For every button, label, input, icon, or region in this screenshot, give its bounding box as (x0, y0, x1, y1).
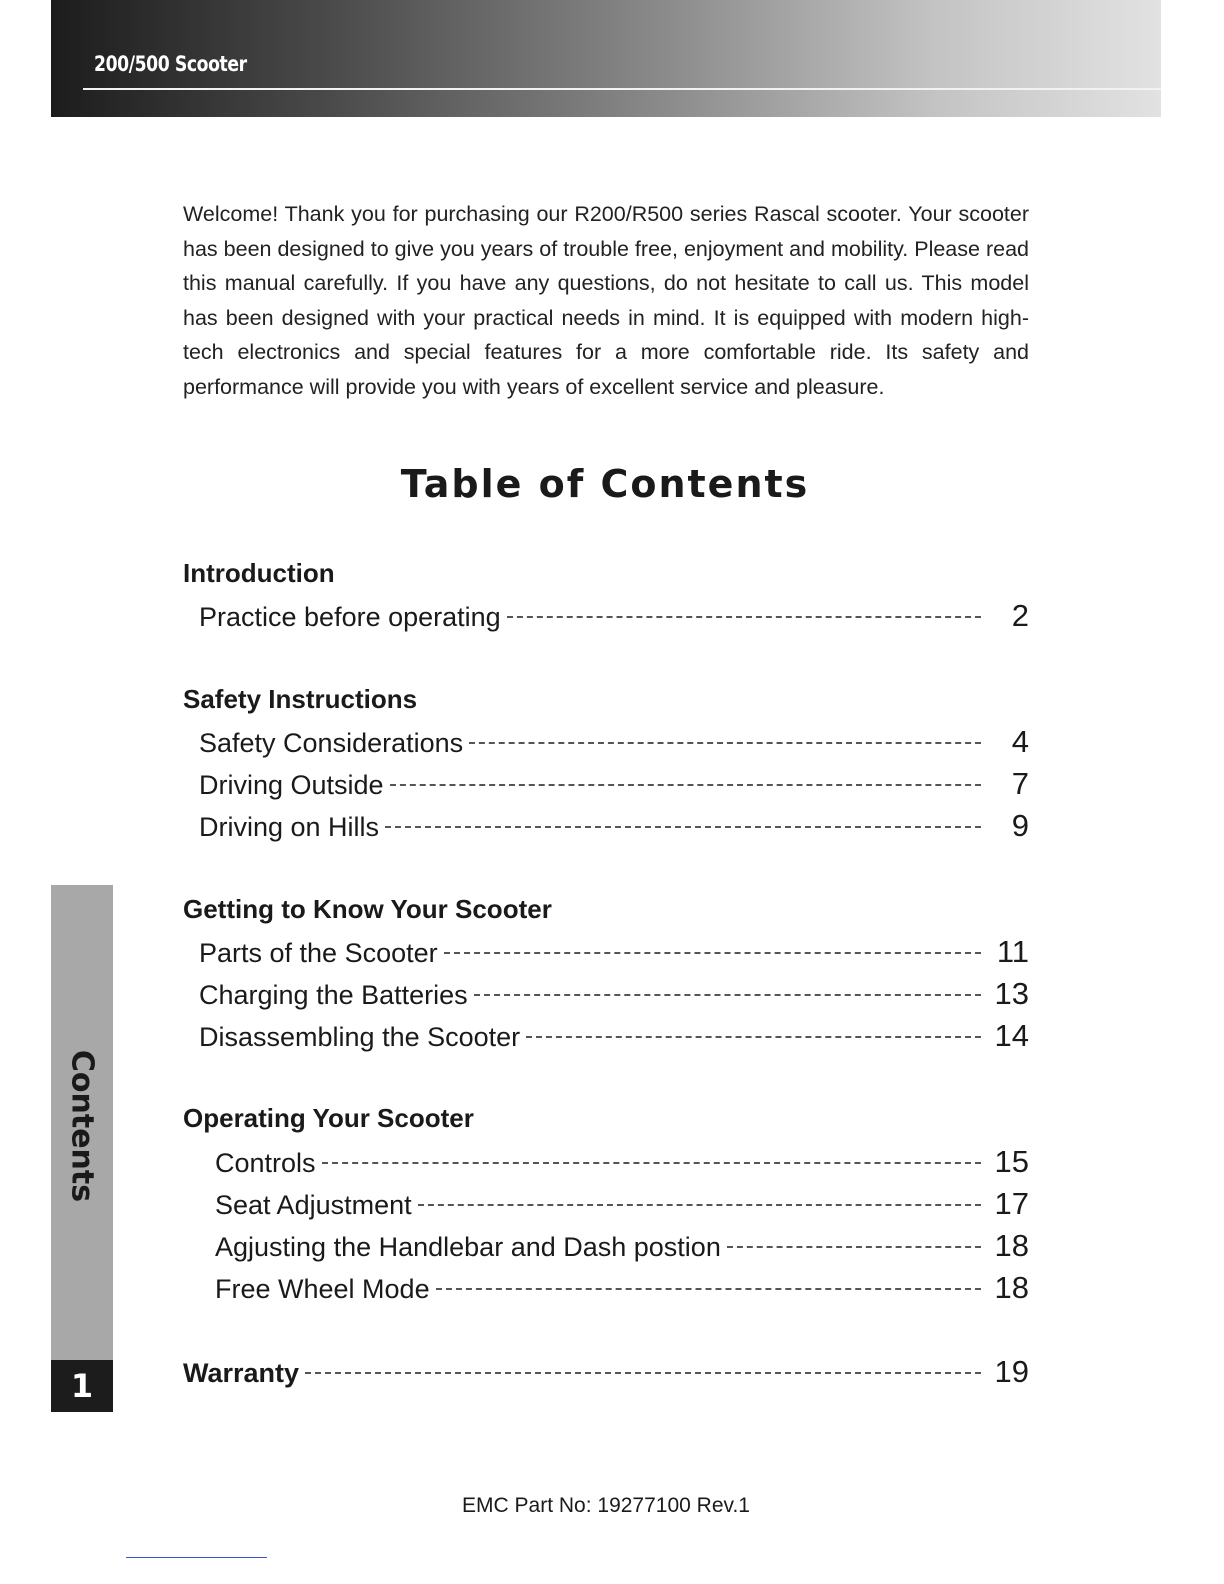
toc-entry-page: 15 (994, 1144, 1029, 1179)
toc-leader-dots (418, 1204, 981, 1206)
toc-entry-page: 9 (1011, 808, 1029, 843)
toc-entry-page: 11 (996, 934, 1029, 969)
toc-entry-page: 18 (994, 1270, 1029, 1305)
toc-entry-label: Safety Considerations (199, 728, 464, 758)
toc-section-heading: Safety Instructions (183, 684, 418, 714)
toc-entry[interactable] (199, 598, 1029, 634)
toc-entry-page: 17 (994, 1186, 1029, 1221)
intro-paragraph: Welcome! Thank you for purchasing our R200/R500 series Rascal scooter. Your scooter has been designed to give you years of trouble free, enjoyment and mobility. Please read this manual carefully. If you have any questions, do not hesitate to call us. This model has been designed with your practical needs in mind. It is equipped with modern high-tech electronics and special features for a more comfortable ride. Its safety and performance will provide you with years of excellent service and pleasure. (183, 202, 1029, 399)
toc-entry-page: 2 (1011, 598, 1029, 633)
toc-leader-dots (436, 1288, 981, 1290)
toc-entry[interactable] (215, 1270, 1029, 1306)
toc-leader-dots (385, 826, 981, 828)
toc-leader-dots (526, 1036, 981, 1038)
toc-entry-warranty[interactable] (183, 1354, 1029, 1390)
toc-entry[interactable] (199, 724, 1029, 760)
toc-entry[interactable] (199, 934, 1029, 970)
bottom-divider (126, 1557, 267, 1558)
footer-part-number: EMC Part No: 19277100 Rev.1 (462, 1494, 750, 1517)
toc-leader-dots (474, 994, 981, 996)
toc-leader-dots (322, 1162, 981, 1164)
toc-entry-label: Charging the Batteries (199, 980, 468, 1010)
toc-entry-label: Practice before operating (199, 602, 501, 632)
header-title: 200/500 Scooter (94, 52, 247, 76)
toc-title: Table of Contents (400, 462, 810, 506)
toc-entry-label: Parts of the Scooter (199, 938, 438, 968)
toc-entry-label: Controls (215, 1148, 316, 1178)
toc-leader-dots (305, 1372, 981, 1374)
toc-entry-label: Agjusting the Handlebar and Dash postion (215, 1232, 721, 1262)
toc-entry-label: Warranty (183, 1358, 300, 1388)
header-rule (83, 88, 1161, 90)
toc-leader-dots (727, 1246, 981, 1248)
side-tab-label: Contents (64, 1049, 100, 1203)
toc-leader-dots (444, 952, 981, 954)
toc-entry[interactable] (215, 1186, 1029, 1222)
toc-leader-dots (469, 742, 981, 744)
toc-entry[interactable] (199, 766, 1029, 802)
toc-entry-page: 7 (1011, 766, 1029, 801)
toc-entry[interactable] (199, 1018, 1029, 1054)
toc-entry-label: Free Wheel Mode (215, 1274, 430, 1304)
toc-entry[interactable] (199, 808, 1029, 844)
page-number-box: 1 (51, 1360, 113, 1412)
toc-entry-label: Driving Outside (199, 770, 384, 800)
toc-entry-page: 19 (994, 1354, 1029, 1389)
toc-leader-dots (390, 784, 981, 786)
toc-section-heading: Getting to Know Your Scooter (183, 894, 552, 924)
toc-entry-label: Seat Adjustment (215, 1190, 412, 1220)
toc-entry-label: Driving on Hills (199, 812, 380, 842)
toc-entry-page: 13 (994, 976, 1029, 1011)
toc-entry-label: Disassembling the Scooter (199, 1022, 521, 1052)
toc-entry[interactable] (215, 1144, 1029, 1180)
toc-entry-page: 18 (994, 1228, 1029, 1263)
toc-leader-dots (507, 616, 981, 618)
toc-entry-page: 4 (1011, 724, 1029, 759)
toc-entry-page: 14 (994, 1018, 1029, 1053)
toc-section-heading: Introduction (183, 558, 335, 588)
toc-section-heading: Operating Your Scooter (183, 1103, 474, 1133)
toc-entry[interactable] (215, 1228, 1029, 1264)
toc-entry[interactable] (199, 976, 1029, 1012)
